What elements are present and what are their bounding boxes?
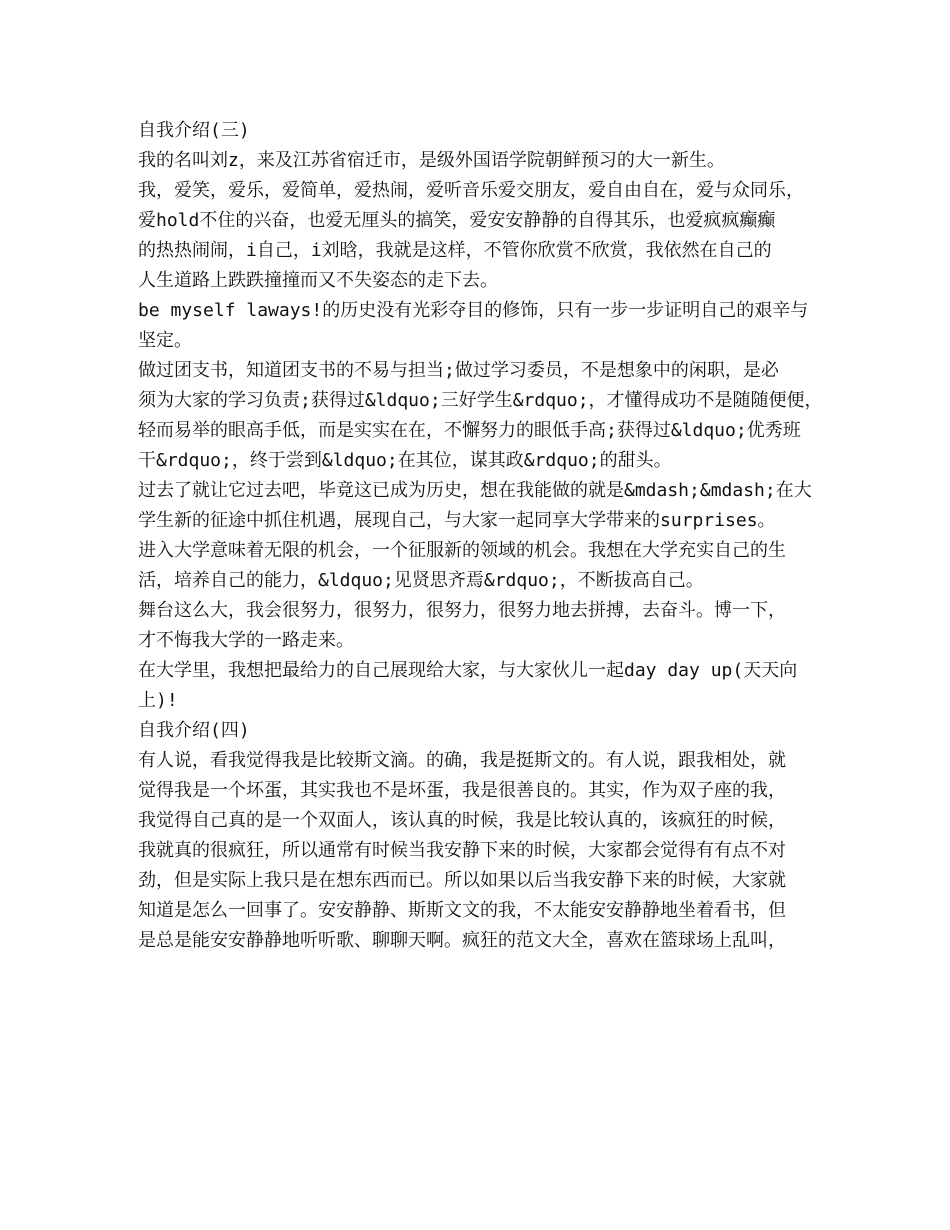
text-line: 爱hold不住的兴奋，也爱无厘头的搞笑，爱安安静静的自得其乐，也爱疯疯癫癫: [138, 210, 776, 231]
text-line: 觉得我是一个坏蛋，其实我也不是坏蛋，我是很善良的。其实，作为双子座的我，: [138, 780, 786, 801]
text-line: 做过团支书，知道团支书的不易与担当;做过学习委员，不是想象中的闲职，是必: [138, 360, 779, 381]
text-line: 才不悔我大学的一路走来。: [138, 630, 354, 651]
text-line: 我的名叫刘z，来及江苏省宿迁市，是级外国语学院朝鲜预习的大一新生。: [138, 150, 725, 171]
section-heading-3: 自我介绍(三): [138, 120, 250, 141]
text-line: 有人说，看我觉得我是比较斯文滴。的确，我是挺斯文的。有人说，跟我相处，就: [138, 750, 786, 771]
text-line: 进入大学意味着无限的机会，一个征服新的领域的机会。我想在大学充实自己的生: [138, 540, 786, 561]
text-line: 在大学里，我想把最给力的自己展现给大家，与大家伙儿一起day day up(天天向: [138, 660, 798, 681]
text-line: 学生新的征途中抓住机遇，展现自己，与大家一起同享大学带来的surprises。: [138, 510, 776, 531]
text-line: 人生道路上跌跌撞撞而又不失姿态的走下去。: [138, 270, 498, 291]
text-line: 我，爱笑，爱乐，爱简单，爱热闹，爱听音乐爱交朋友，爱自由自在，爱与众同乐，: [138, 180, 804, 201]
text-line: 劲，但是实际上我只是在想东西而已。所以如果以后当我安静下来的时候，大家就: [138, 870, 786, 891]
text-line: 舞台这么大，我会很努力，很努力，很努力，很努力地去拼搏，去奋斗。博一下，: [138, 600, 786, 621]
text-line: 坚定。: [138, 330, 192, 351]
text-line: 须为大家的学习负责;获得过&ldquo;三好学生&rdquo;，才懂得成功不是随随便便，: [138, 390, 823, 411]
section-heading-4: 自我介绍(四): [138, 720, 250, 741]
text-line: 我觉得自己真的是一个双面人，该认真的时候，我是比较认真的，该疯狂的时候，: [138, 810, 786, 831]
text-line: 过去了就让它过去吧，毕竟这已成为历史，想在我能做的就是&mdash;&mdash;在大: [138, 480, 812, 501]
text-line: 我就真的很疯狂，所以通常有时候当我安静下来的时候，大家都会觉得有有点不对: [138, 840, 786, 861]
document-body: [138, 116, 828, 956]
text-line: 轻而易举的眼高手低，而是实实在在，不懈努力的眼低手高;获得过&ldquo;优秀班: [138, 420, 801, 441]
text-line: 干&rdquo;，终于尝到&ldquo;在其位，谋其政&rdquo;的甜头。: [138, 450, 672, 471]
text-line: 活，培养自己的能力，&ldquo;见贤思齐焉&rdquo;，不断拔高自己。: [138, 570, 704, 591]
text-line: 是总是能安安静静地听听歌、聊聊天啊。疯狂的范文大全，喜欢在篮球场上乱叫，: [138, 930, 786, 951]
text-line: 知道是怎么一回事了。安安静静、斯斯文文的我，不太能安安静静地坐着看书，但: [138, 900, 786, 921]
text-line: 的热热闹闹，i自己，i刘晗，我就是这样，不管你欣赏不欣赏，我依然在自己的: [138, 240, 772, 261]
text-line: 上)!: [138, 690, 178, 711]
text-line: be myself laways!的历史没有光彩夺目的修饰，只有一步一步证明自己的艰辛与: [138, 300, 809, 321]
